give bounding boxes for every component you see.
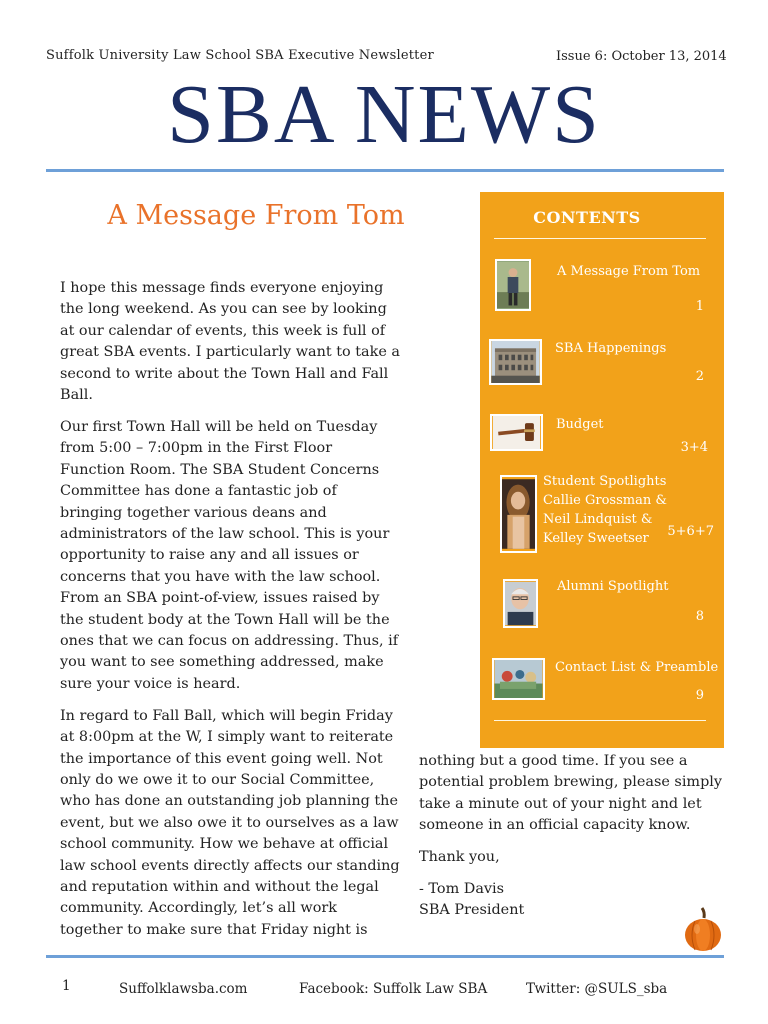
tom-photo-thumbnail	[495, 259, 531, 311]
page-number: 1	[62, 978, 71, 994]
contents-page-number: 3+4	[680, 440, 708, 455]
contents-item-message-from-tom[interactable]: A Message From Tom	[557, 264, 701, 279]
issue-date: Issue 6: October 13, 2014	[556, 49, 727, 64]
gavel-photo-thumbnail	[490, 414, 543, 451]
footer-twitter[interactable]: Twitter: @SULS_sba	[526, 981, 668, 997]
contents-bottom-rule	[494, 720, 706, 721]
article-paragraph: Thank you,	[419, 849, 500, 866]
article-paragraph: nothing but a good time. If you see a potential problem brewing, please simply take a minute out of your night and let someone in an official capacity know.	[419, 753, 723, 834]
footer-facebook[interactable]: Facebook: Suffolk Law SBA	[299, 981, 488, 997]
masthead-title: SBA NEWS	[167, 68, 601, 161]
article-paragraph: I hope this message finds everyone enjoying the long weekend. As you can see by looking at our calendar of events, this week is full of great SBA events. I particularly want to take a second to write about the Town Hall and Fall Ball.	[60, 280, 400, 404]
contents-page-number: 5+6+7	[667, 524, 714, 539]
contents-top-rule	[494, 238, 706, 239]
footer-website-link[interactable]: Suffolklawsba.com	[119, 981, 248, 997]
contents-item-sba-happenings[interactable]: SBA Happenings	[555, 341, 667, 356]
alumni-photo-thumbnail	[503, 579, 538, 628]
contents-box	[480, 192, 724, 748]
group-photo-thumbnail	[492, 658, 545, 700]
building-photo-thumbnail	[489, 339, 542, 385]
contents-page-number: 8	[695, 609, 704, 624]
contents-page-number: 2	[695, 369, 704, 384]
contents-item-alumni-spotlight[interactable]: Alumni Spotlight	[557, 579, 669, 594]
signature-title: SBA President	[419, 902, 525, 919]
contents-page-number: 1	[695, 299, 704, 314]
article-paragraph: Our first Town Hall will be held on Tuesday from 5:00 – 7:00pm in the First Floor Function Room. The SBA Student Concerns Committee has done a fantastic job of bringing together various deans and administrators of the law school. This is your opportunity to raise any and all issues or concerns that you have with the law school. From an SBA point-of-view, issues raised by the student body at the Town Hall will be the ones that we can focus on addressing. Thus, if you want to see something addressed, make sure your voice is heard.	[60, 418, 399, 692]
contents-item-budget[interactable]: Budget	[556, 417, 604, 432]
article-column-right	[419, 751, 739, 922]
masthead-divider	[46, 169, 724, 172]
newsletter-name: Suffolk University Law School SBA Executive Newsletter	[46, 48, 434, 63]
footer-divider	[46, 955, 724, 958]
article-column-left	[60, 278, 400, 952]
contents-item-student-spotlights[interactable]: Student Spotlights Callie Grossman & Neil Lindquist & Kelley Sweetser	[543, 474, 667, 546]
contents-item-contact-list[interactable]: Contact List & Preamble	[555, 660, 719, 675]
article-paragraph: In regard to Fall Ball, which will begin Friday at 8:00pm at the W, I simply want to reiterate the importance of this event going well. Not only do we owe it to our Social Committee, who has done an outstanding job planning the event, but we also owe it to ourselves as a law school community. How we behave at official law school events directly affects our standing and reputation within and without the legal community. Accordingly, let’s all work together to make sure that Friday night is	[60, 707, 400, 938]
signature-name: - Tom Davis	[419, 881, 505, 898]
contents-page-number: 9	[695, 688, 704, 703]
pumpkin-icon	[683, 902, 723, 954]
contents-title: CONTENTS	[533, 208, 641, 227]
article-title: A Message From Tom	[107, 200, 405, 231]
student-photo-thumbnail	[500, 475, 537, 553]
